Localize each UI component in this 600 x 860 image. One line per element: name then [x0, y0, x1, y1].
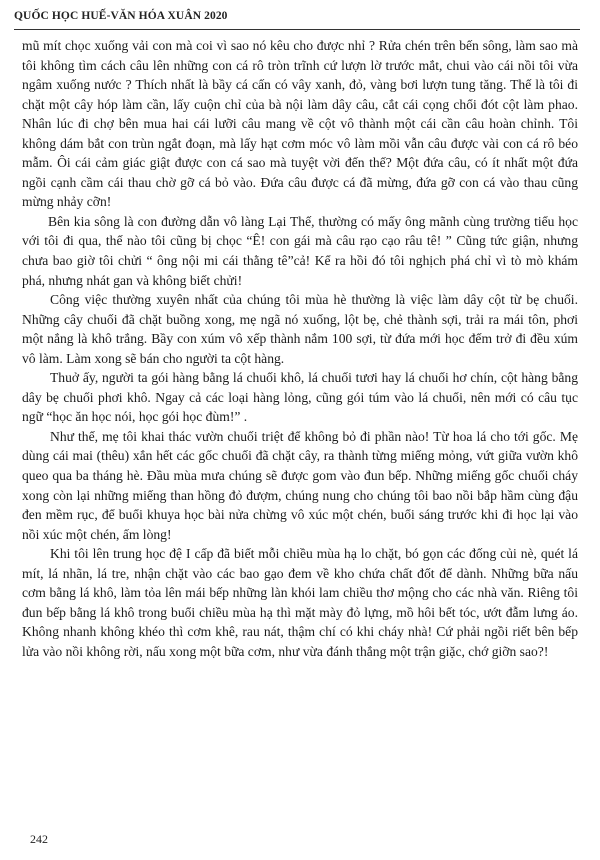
page-number: 242 [30, 832, 48, 846]
paragraph-5: Như thế, mẹ tôi khai thác vườn chuối triệt để không bỏ đi phần nào! Từ hoa lá cho tới gốc. Mẹ dùng cái mai (thêu) xắn hết các gốc chuối đã chặt cây, ra thành từng miếng mỏng, vứt giữa vườn khô queo qua ba tháng hè. Đầu mùa mưa chúng sẽ được gom vào đun bếp. Những miếng gốc chuối cháy xong còn lại những miếng than hồng đỏ đượm, chúng nung cho chúng tôi bao nồi bắp hầm cùng đậu đen mềm rục, để buổi khuya học bài nửa chừng vô xúc một chén, buổi sáng trước khi đi học lại vào nồi xúc một chén, ấm lòng! [22, 428, 578, 542]
running-header: QUỐC HỌC HUẾ-VĂN HÓA XUÂN 2020 [14, 10, 228, 22]
paragraph-4: Thuở ấy, người ta gói hàng bằng lá chuối khô, lá chuối tươi hay lá chuối hơ chín, cột hàng bằng dây bẹ chuối phơi khô. Ngay cả các loại hàng lỏng, cũng gói túm vào lá chuối, nên mới có câu tục ngữ “học ăn học nói, học gói học đùm!” . [22, 370, 578, 425]
paragraph-6: Khi tôi lên trung học đệ I cấp đã biết mỗi chiều mùa hạ lo chặt, bó gọn các đống củi nè, quét lá mít, lá nhãn, lá tre, nhận chặt vào các bao gạo đem về kho chứa chất đốt để dành. Những bữa nấu cơm bằng lá khô, làm tỏa lên mái bếp những làn khói lam chiều thơ mộng cho các nhà văn. Riêng tôi đun bếp bằng lá khô trong buổi chiều mùa hạ thì mặt mày đỏ lựng, mồ hôi bết tóc, ướt đẫm lưng áo. Không nhanh không khéo thì cơm khê, rau nát, thậm chí có khi cháy nhà! Cứ phải ngồi riết bên bếp lửa vào nồi không rời, nấu xong một bữa cơm, như vừa đánh thắng một trận giặc, chớ giỡn sao?! [22, 546, 578, 659]
header-rule [14, 29, 580, 30]
article-body [22, 36, 578, 662]
paragraph-3: Công việc thường xuyên nhất của chúng tôi mùa hè thường là việc làm dây cột từ bẹ chuối. Những cây chuối đã chặt buồng xong, mẹ ngã nó xuống, lột bẹ, chẻ thành sợi, trải ra mái tôn, phơi một nắng là khô trắng. Bầy con xúm vô xếp thành nắm 100 sợi, từ đứa mới học đếm trở đi đều xúm vô làm. Làm xong sẽ bán cho người ta cột hàng. [22, 292, 578, 366]
paragraph-2: Bên kia sông là con đường dẫn vô làng Lại Thế, thường có mấy ông mãnh cùng trường tiểu học với tôi đi qua, thế nào tôi cũng bị chọc “Ê! con gái mà câu rạo cạo râu tê! ” Cũng tức giận, nhưng chưa bao giờ tôi chửi “ ông nội mi cái thằng tê”cả! Kể ra hồi đó tôi nghịch phá chỉ vì tò mò khám phá, nhưng nhát gan và không biết chửi! [22, 213, 578, 288]
paragraph-1: mũ mít chọc xuống vải con mà coi vì sao nó kêu cho được nhỉ ? Rửa chén trên bến sông, làm sao mà tôi không tìm cách câu lên những con cá rô tròn trĩnh cứ lượn lờ trước mắt, chui vào cái nồi tôi vừa ngâm xuống nước ? Thích nhất là bầy cá cấn có vây xanh, đỏ, vàng bơi lượn tung tăng. Thế là tôi đi chặt một cây hóp làm cần, lấy cuộn chỉ của bà nội làm dây câu, cắt cái cọng chổi đót cột làm phao. Nhân lúc đi chợ bên mua hai cái lưỡi câu mang về cột vô thành một cái cần câu hoàn chỉnh. Tôi không dám bắt con trùn ngắt đoạn, mà lấy hạt cơm móc vô làm mồi vẫn câu được vài con cá rô béo mẫm. Ôi cái cảm giác giật được con cá sao mà tuyệt vời đến thế? Một đứa câu, có ít nhất một đứa ngồi cạnh cầm cái thau chờ gỡ cá bỏ vào. Đứa câu được cá đã mừng, đứa gỡ con cá vào thau cũng mừng nhảy cỡn! [22, 38, 578, 210]
